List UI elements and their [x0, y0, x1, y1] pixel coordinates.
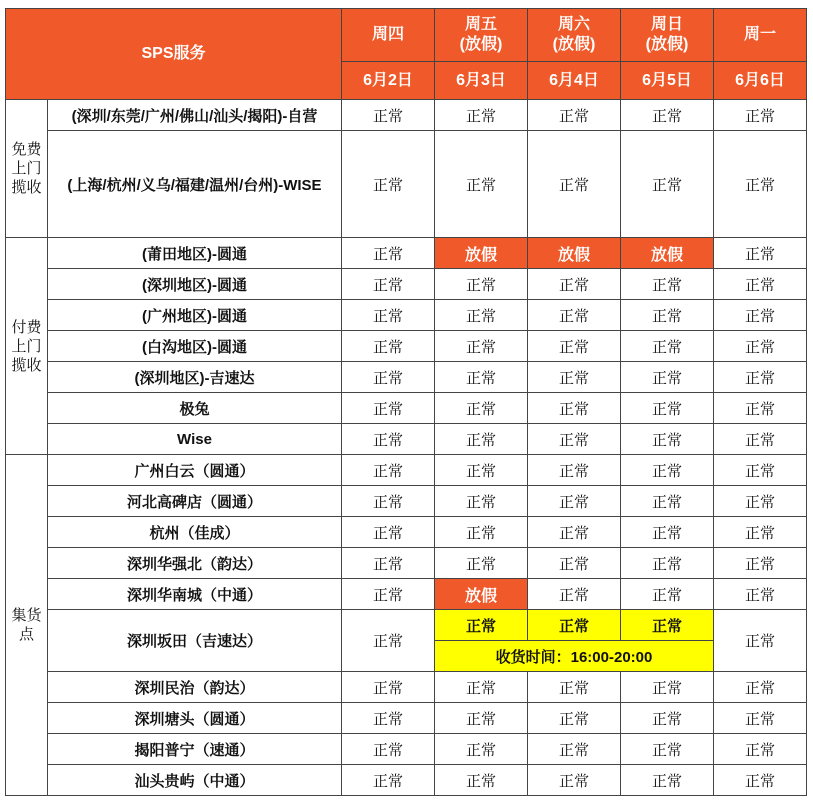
- status-cell: 正常: [528, 393, 621, 424]
- status-cell: 正常: [528, 424, 621, 455]
- service-name: (深圳/东莞/广州/佛山/汕头/揭阳)-自营: [48, 100, 342, 131]
- service-name: 河北高碑店（圆通）: [48, 486, 342, 517]
- status-cell: 正常: [528, 362, 621, 393]
- holiday-cell: 放假: [528, 238, 621, 269]
- service-name: 汕头贵屿（中通）: [48, 765, 342, 796]
- table-row: [6, 300, 807, 331]
- status-cell: 正常: [435, 703, 528, 734]
- status-cell: 正常: [342, 131, 435, 238]
- service-name: 深圳华南城（中通）: [48, 579, 342, 610]
- status-cell: 正常: [528, 486, 621, 517]
- day-header: 周六 (放假): [528, 9, 621, 62]
- date-header: 6月4日: [528, 62, 621, 100]
- status-cell: 正常: [435, 517, 528, 548]
- status-cell: 正常: [342, 703, 435, 734]
- table-row: [6, 100, 807, 131]
- status-cell: 正常: [342, 765, 435, 796]
- status-cell: 正常: [621, 362, 714, 393]
- table-row: [6, 548, 807, 579]
- service-name: 揭阳普宁（速通）: [48, 734, 342, 765]
- status-cell: 正常: [342, 100, 435, 131]
- status-cell: 正常: [528, 100, 621, 131]
- status-cell: 正常: [342, 579, 435, 610]
- holiday-cell: 放假: [435, 579, 528, 610]
- status-cell: 正常: [621, 610, 714, 641]
- status-cell: 正常: [342, 455, 435, 486]
- status-cell: 正常: [528, 610, 621, 641]
- table-row: [6, 269, 807, 300]
- status-cell: 正常: [714, 579, 807, 610]
- category-label: 免费上门揽收: [6, 100, 48, 238]
- table-row: [6, 424, 807, 455]
- holiday-cell: 放假: [435, 238, 528, 269]
- status-cell: 正常: [435, 393, 528, 424]
- status-cell: 正常: [621, 703, 714, 734]
- status-cell: 正常: [621, 131, 714, 238]
- table-row: [6, 765, 807, 796]
- status-cell: 正常: [435, 100, 528, 131]
- status-cell: 正常: [342, 362, 435, 393]
- status-cell: 正常: [342, 331, 435, 362]
- status-cell: 正常: [435, 765, 528, 796]
- service-name: 深圳塘头（圆通）: [48, 703, 342, 734]
- status-cell: 正常: [528, 765, 621, 796]
- status-cell: 正常: [714, 424, 807, 455]
- receiving-time-note: 收货时间：16:00-20:00: [435, 641, 714, 672]
- date-header: 6月5日: [621, 62, 714, 100]
- status-cell: 正常: [714, 238, 807, 269]
- status-cell: 正常: [714, 486, 807, 517]
- status-cell: 正常: [342, 486, 435, 517]
- date-header: 6月3日: [435, 62, 528, 100]
- status-cell: 正常: [528, 703, 621, 734]
- status-cell: 正常: [714, 393, 807, 424]
- day-header: 周一: [714, 9, 807, 62]
- status-cell: 正常: [621, 765, 714, 796]
- status-cell: 正常: [714, 300, 807, 331]
- service-name: 深圳华强北（韵达）: [48, 548, 342, 579]
- table-row: [6, 486, 807, 517]
- status-cell: 正常: [435, 300, 528, 331]
- service-name: (深圳地区)-吉速达: [48, 362, 342, 393]
- status-cell: 正常: [342, 548, 435, 579]
- date-header: 6月2日: [342, 62, 435, 100]
- status-cell: 正常: [714, 331, 807, 362]
- status-cell: 正常: [714, 765, 807, 796]
- status-cell: 正常: [528, 131, 621, 238]
- status-cell: 正常: [621, 424, 714, 455]
- status-cell: 正常: [714, 269, 807, 300]
- status-cell: 正常: [714, 734, 807, 765]
- status-cell: 正常: [528, 672, 621, 703]
- service-column-header: SPS服务: [6, 9, 342, 100]
- holiday-cell: 放假: [621, 238, 714, 269]
- service-name: (深圳地区)-圆通: [48, 269, 342, 300]
- status-cell: 正常: [435, 269, 528, 300]
- status-cell: 正常: [435, 424, 528, 455]
- table-row: [6, 331, 807, 362]
- status-cell: 正常: [714, 672, 807, 703]
- status-cell: 正常: [621, 100, 714, 131]
- status-cell: 正常: [435, 672, 528, 703]
- header-row-days: [6, 9, 807, 62]
- status-cell: 正常: [621, 269, 714, 300]
- status-cell: 正常: [714, 455, 807, 486]
- table-row: [6, 393, 807, 424]
- status-cell: 正常: [342, 238, 435, 269]
- service-name: 杭州（佳成）: [48, 517, 342, 548]
- status-cell: 正常: [714, 100, 807, 131]
- status-cell: 正常: [435, 548, 528, 579]
- status-cell: 正常: [342, 393, 435, 424]
- day-header: 周日 (放假): [621, 9, 714, 62]
- service-name: 深圳坂田（吉速达）: [48, 610, 342, 672]
- status-cell: 正常: [435, 362, 528, 393]
- status-cell: 正常: [714, 131, 807, 238]
- status-cell: 正常: [342, 300, 435, 331]
- status-cell: 正常: [621, 548, 714, 579]
- status-cell: 正常: [621, 517, 714, 548]
- service-name: 广州白云（圆通）: [48, 455, 342, 486]
- service-name: 极兔: [48, 393, 342, 424]
- status-cell: 正常: [435, 131, 528, 238]
- table-row: [6, 517, 807, 548]
- status-cell: 正常: [714, 548, 807, 579]
- status-cell: 正常: [621, 672, 714, 703]
- day-header: 周五 (放假): [435, 9, 528, 62]
- status-cell: 正常: [342, 269, 435, 300]
- category-label: 付费上门揽收: [6, 238, 48, 455]
- status-cell: 正常: [528, 548, 621, 579]
- status-cell: 正常: [528, 734, 621, 765]
- service-name: Wise: [48, 424, 342, 455]
- status-cell: 正常: [528, 300, 621, 331]
- status-cell: 正常: [435, 455, 528, 486]
- status-cell: 正常: [435, 610, 528, 641]
- service-name: (白沟地区)-圆通: [48, 331, 342, 362]
- status-cell: 正常: [621, 486, 714, 517]
- status-cell: 正常: [528, 579, 621, 610]
- status-cell: 正常: [621, 300, 714, 331]
- status-cell: 正常: [435, 486, 528, 517]
- status-cell: 正常: [435, 734, 528, 765]
- status-cell: 正常: [342, 672, 435, 703]
- status-cell: 正常: [621, 579, 714, 610]
- status-cell: 正常: [621, 393, 714, 424]
- category-label: 集货点: [6, 455, 48, 796]
- status-cell: 正常: [342, 517, 435, 548]
- status-cell: 正常: [342, 734, 435, 765]
- service-name: (上海/杭州/义乌/福建/温州/台州)-WISE: [48, 131, 342, 238]
- table-row: [6, 734, 807, 765]
- status-cell: 正常: [714, 610, 807, 672]
- status-cell: 正常: [528, 455, 621, 486]
- status-cell: 正常: [528, 517, 621, 548]
- status-cell: 正常: [621, 455, 714, 486]
- status-cell: 正常: [528, 269, 621, 300]
- service-name: (广州地区)-圆通: [48, 300, 342, 331]
- table-row: [6, 362, 807, 393]
- status-cell: 正常: [342, 424, 435, 455]
- service-name: (莆田地区)-圆通: [48, 238, 342, 269]
- status-cell: 正常: [621, 331, 714, 362]
- table-row: [6, 610, 807, 641]
- table-row: [6, 579, 807, 610]
- table-row: [6, 455, 807, 486]
- table-row: [6, 238, 807, 269]
- table-row: [6, 703, 807, 734]
- status-cell: 正常: [714, 517, 807, 548]
- date-header: 6月6日: [714, 62, 807, 100]
- status-cell: 正常: [528, 331, 621, 362]
- status-cell: 正常: [714, 362, 807, 393]
- service-name: 深圳民治（韵达）: [48, 672, 342, 703]
- status-cell: 正常: [621, 734, 714, 765]
- table-row: [6, 131, 807, 238]
- status-cell: 正常: [342, 610, 435, 672]
- status-cell: 正常: [435, 331, 528, 362]
- day-header: 周四: [342, 9, 435, 62]
- table-row: [6, 672, 807, 703]
- status-cell: 正常: [714, 703, 807, 734]
- holiday-schedule-table: [5, 8, 807, 796]
